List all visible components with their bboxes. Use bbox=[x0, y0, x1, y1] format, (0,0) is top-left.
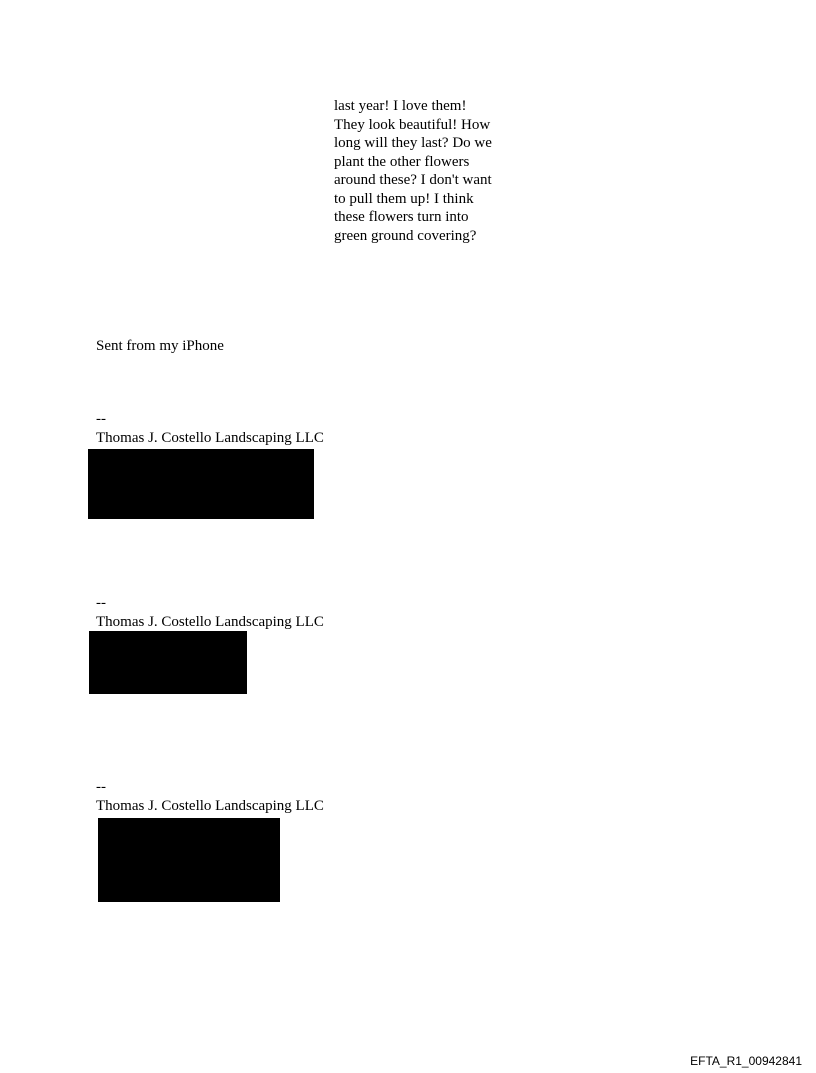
signature-separator: -- bbox=[96, 779, 106, 795]
redaction-box bbox=[98, 818, 280, 902]
quoted-message-line: They look beautiful! How bbox=[334, 116, 491, 133]
signature-company-name: Thomas J. Costello Landscaping LLC bbox=[96, 614, 324, 630]
quoted-message-line: to pull them up! I think bbox=[334, 190, 474, 207]
document-id: EFTA_R1_00942841 bbox=[690, 1054, 802, 1068]
signature-separator: -- bbox=[96, 411, 106, 427]
quoted-message-line: around these? I don't want bbox=[334, 172, 492, 188]
redaction-box bbox=[88, 449, 314, 519]
quoted-message-line: long will they last? Do we bbox=[334, 135, 492, 151]
quoted-message-line: plant the other flowers bbox=[334, 153, 470, 170]
quoted-message bbox=[334, 97, 492, 245]
redaction-box bbox=[89, 631, 247, 694]
signature-company-name: Thomas J. Costello Landscaping LLC bbox=[96, 798, 324, 814]
quoted-message-line: last year! I love them! bbox=[334, 98, 467, 114]
signature-company-name: Thomas J. Costello Landscaping LLC bbox=[96, 430, 324, 446]
signature-separator: -- bbox=[96, 595, 106, 611]
quoted-message-line: green ground covering? bbox=[334, 227, 477, 244]
sent-from-line: Sent from my iPhone bbox=[96, 338, 224, 354]
quoted-message-line: these flowers turn into bbox=[334, 209, 469, 225]
